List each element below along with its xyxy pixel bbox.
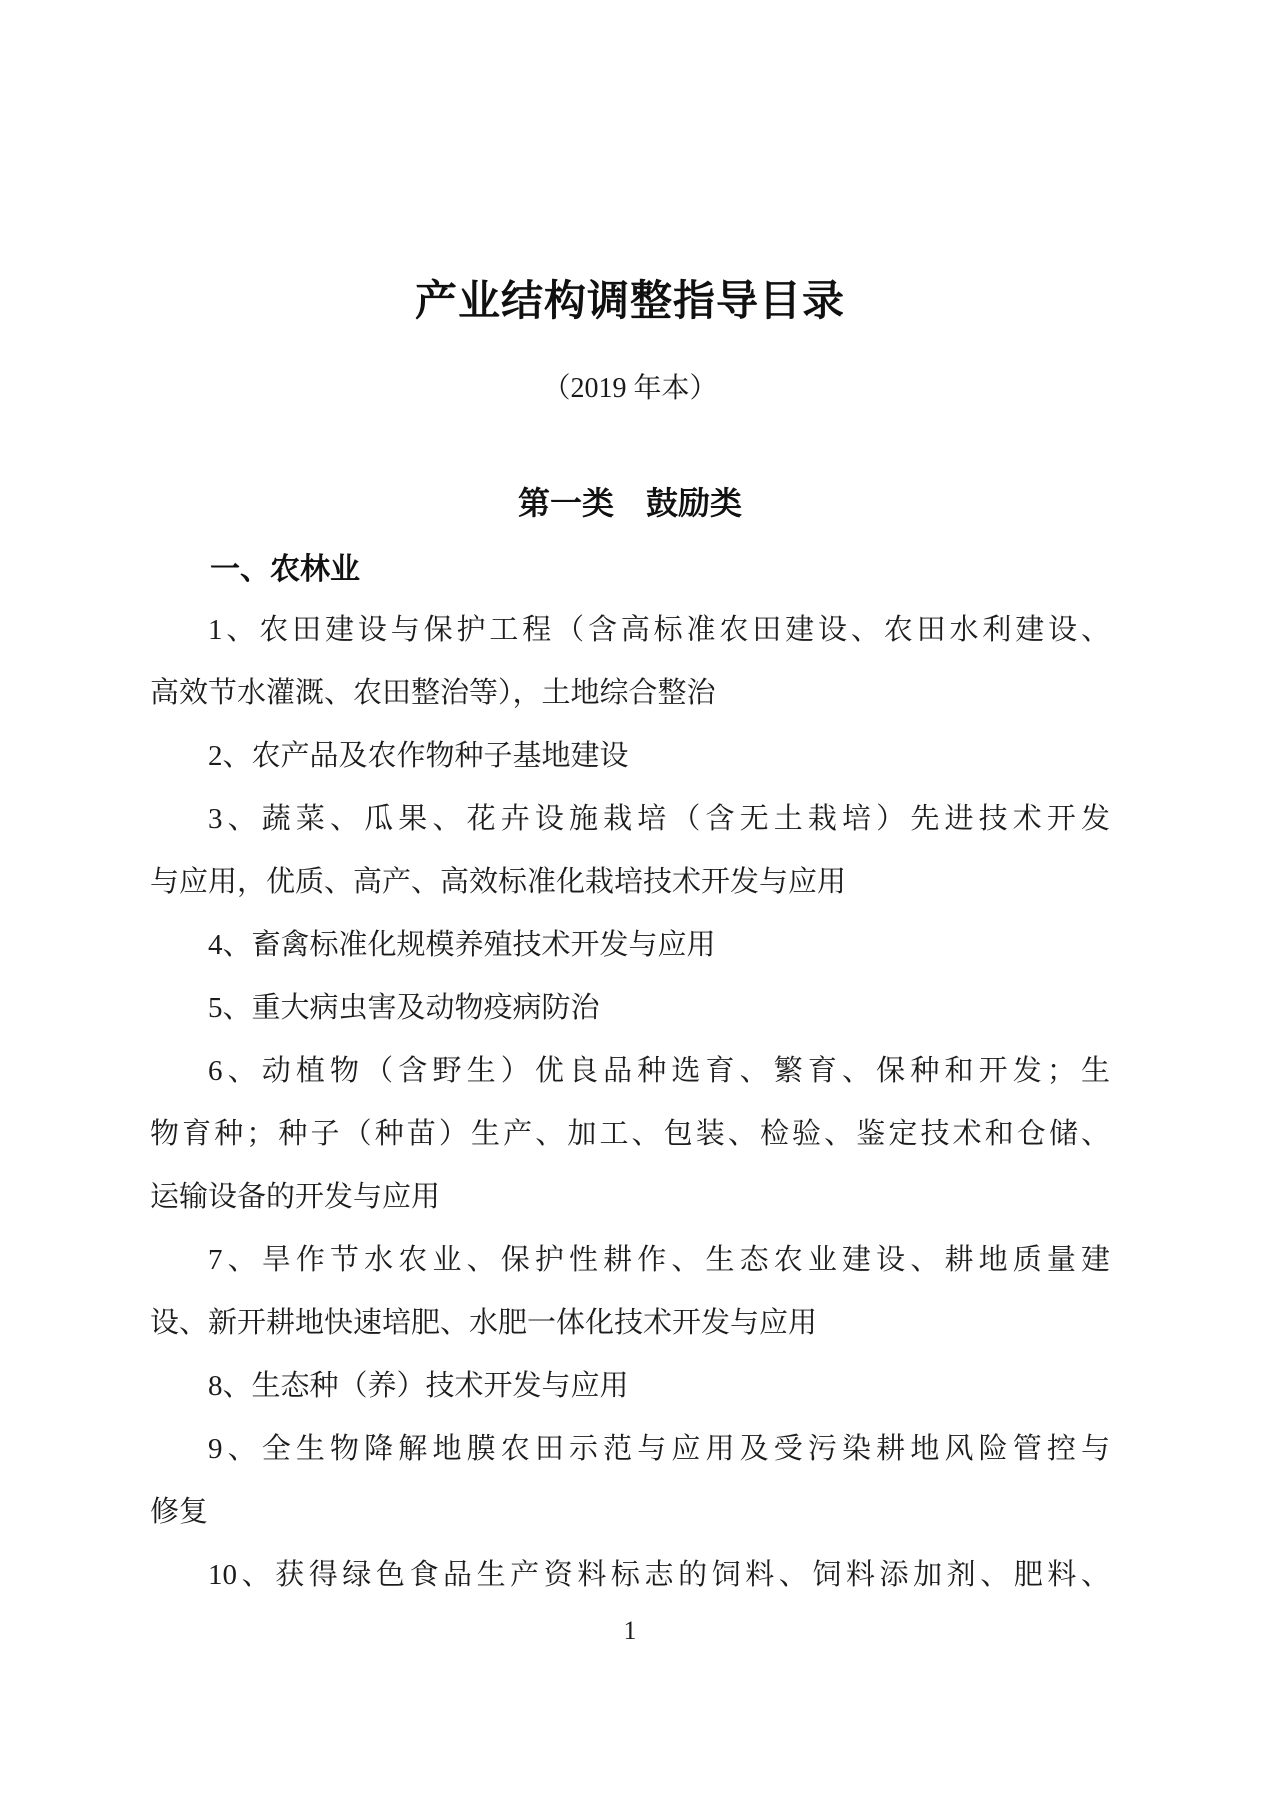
body-line: 7、旱作节水农业、保护性耕作、生态农业建设、耕地质量建 [208, 1244, 1110, 1276]
body-line: 设、新开耕地快速培肥、水肥一体化技术开发与应用 [150, 1307, 818, 1339]
body-line: 1、农田建设与保护工程（含高标准农田建设、农田水利建设、 [208, 614, 1110, 646]
category-heading: 第一类 鼓励类 [517, 485, 742, 521]
body-line: 2、农产品及农作物种子基地建设 [208, 740, 629, 772]
body-line: 与应用，优质、高产、高效标准化栽培技术开发与应用 [150, 866, 847, 898]
body-line: 物育种；种子（种苗）生产、加工、包装、检验、鉴定技术和仓储、 [150, 1118, 1110, 1150]
body-line: 修复 [150, 1496, 209, 1528]
body-line: 6、动植物（含野生）优良品种选育、繁育、保种和开发；生 [208, 1055, 1110, 1087]
body-line: 高效节水灌溉、农田整治等），土地综合整治 [150, 677, 716, 709]
body-line: 3、蔬菜、瓜果、花卉设施栽培（含无土栽培）先进技术开发 [208, 803, 1110, 835]
body-line: 9、全生物降解地膜农田示范与应用及受污染耕地风险管控与 [208, 1433, 1110, 1465]
body-line: 4、畜禽标准化规模养殖技术开发与应用 [208, 929, 716, 961]
body-line: 10、获得绿色食品生产资料标志的饲料、饲料添加剂、肥料、 [208, 1559, 1110, 1591]
body-line: 8、生态种（养）技术开发与应用 [208, 1370, 629, 1402]
page-number: 1 [623, 1616, 637, 1645]
section-heading: 一、农林业 [210, 553, 360, 586]
document-body [150, 599, 1110, 1607]
document-title: 产业结构调整指导目录 [414, 279, 845, 325]
body-line: 运输设备的开发与应用 [150, 1181, 441, 1213]
document-subtitle: （2019 年本） [542, 373, 718, 404]
body-line: 5、重大病虫害及动物疫病防治 [208, 992, 600, 1024]
